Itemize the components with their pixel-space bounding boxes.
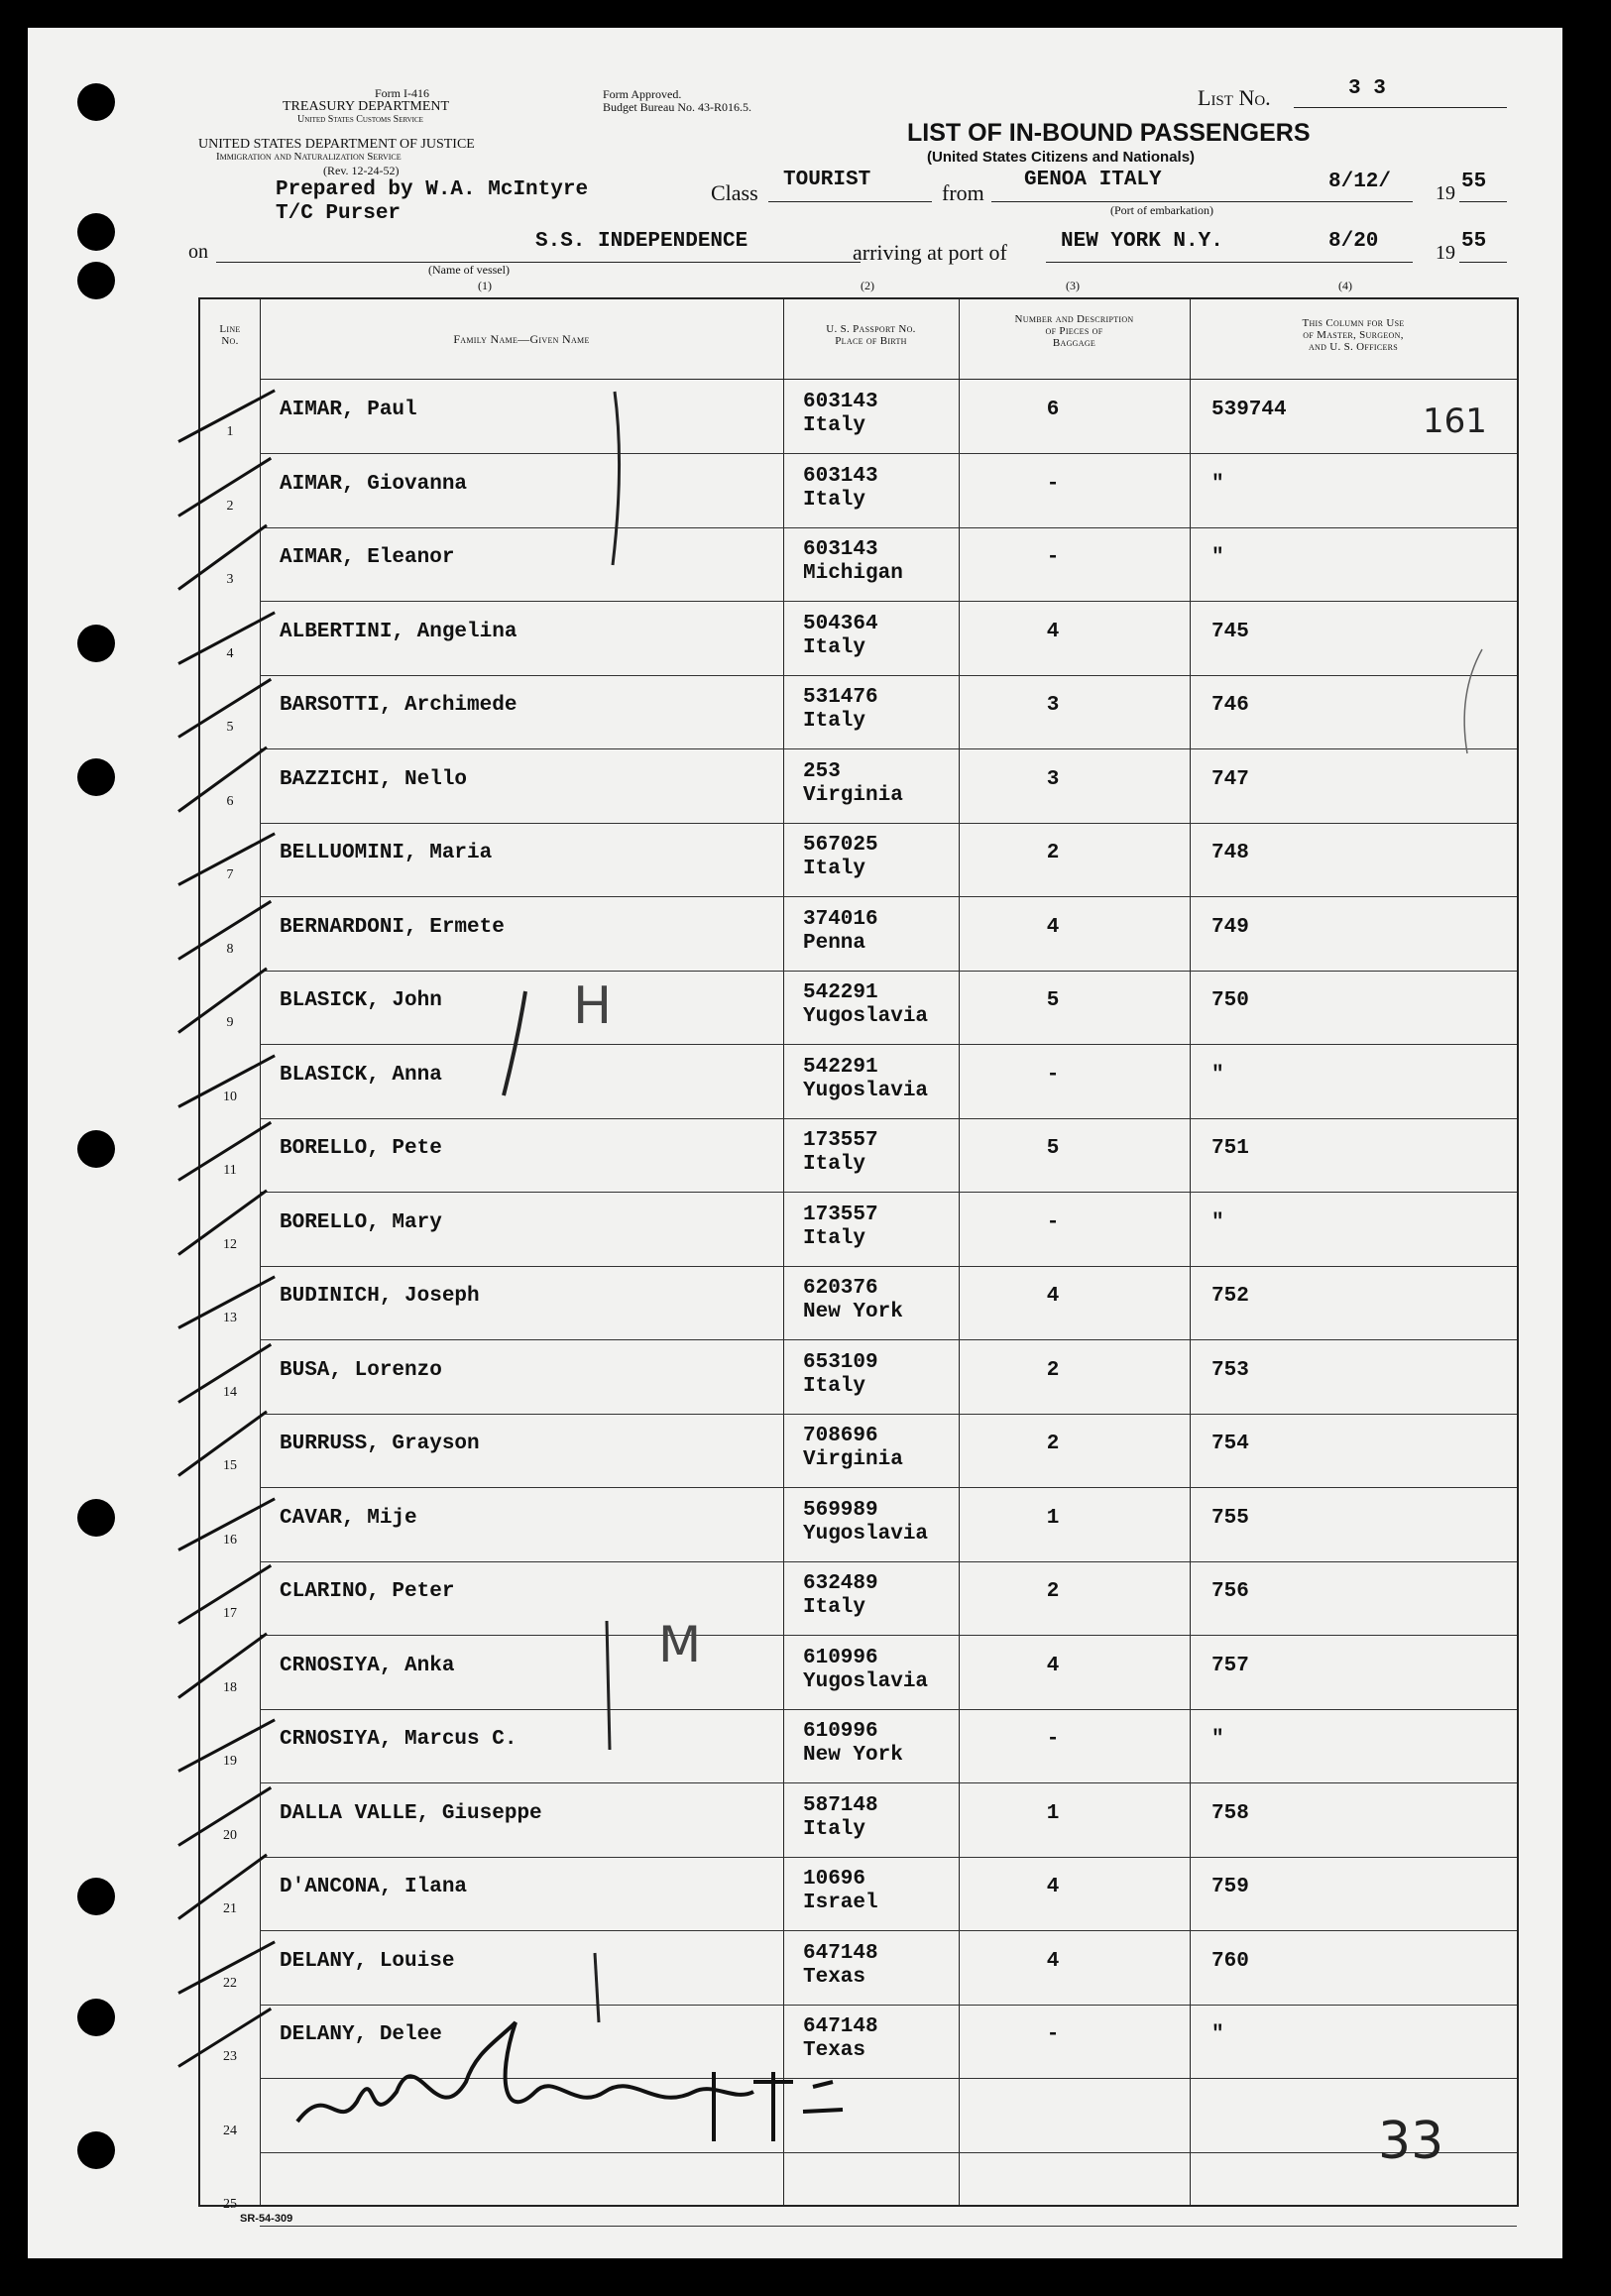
passenger-table xyxy=(198,297,1519,2212)
baggage-count: 3 xyxy=(1046,767,1060,791)
passenger-count: 161 xyxy=(1423,402,1487,441)
table-row xyxy=(200,1562,1517,1636)
place-of-birth: Yugoslavia xyxy=(803,1669,929,1693)
year-line-1 xyxy=(1459,201,1507,202)
place-of-birth: Italy xyxy=(803,858,866,880)
passport-number: 647148 xyxy=(803,2015,878,2038)
passenger-name: DELANY, Louise xyxy=(280,1949,455,1973)
table-row xyxy=(200,603,1517,676)
line-number: 9 xyxy=(226,1015,234,1030)
passport-cell xyxy=(803,613,878,660)
form-title: LIST OF IN-BOUND PASSENGERS xyxy=(907,119,1311,147)
class-line xyxy=(768,201,932,202)
officer-entry: " xyxy=(1211,1063,1224,1087)
table-row xyxy=(200,1858,1517,1931)
passport-cell xyxy=(803,1277,903,1324)
passport-cell xyxy=(803,1351,878,1399)
line-number: 15 xyxy=(223,1458,237,1473)
officer-entry: 539744 xyxy=(1211,399,1287,421)
officer-entry: " xyxy=(1211,2023,1224,2046)
departure-year: 55 xyxy=(1461,171,1487,193)
officer-entry: " xyxy=(1211,472,1224,496)
row-rule xyxy=(260,2226,1517,2227)
header-name: Family Name—Given Name xyxy=(453,332,590,346)
line-number: 17 xyxy=(223,1606,237,1621)
passenger-name: BAZZICHI, Nello xyxy=(280,767,468,791)
table-row xyxy=(200,1267,1517,1340)
purser: T/C Purser xyxy=(276,202,402,225)
place-of-birth: Italy xyxy=(803,1226,866,1250)
page-number-handwritten: 33 xyxy=(1378,2112,1444,2171)
baggage-count: - xyxy=(1046,472,1060,496)
passport-cell xyxy=(803,760,903,808)
line-number: 3 xyxy=(226,572,234,587)
passport-number: 504364 xyxy=(803,612,878,635)
port-embarkation-label: (Port of embarkation) xyxy=(1110,203,1213,217)
passport-cell xyxy=(803,1572,878,1620)
place-of-birth: Yugoslavia xyxy=(803,1079,929,1102)
passport-number: 569989 xyxy=(803,1498,878,1522)
passenger-name: AIMAR, Giovanna xyxy=(280,472,468,496)
table-row xyxy=(200,455,1517,528)
place-of-birth: Italy xyxy=(803,414,866,437)
budget-bureau: Budget Bureau No. 43-R016.5. xyxy=(603,100,751,114)
passenger-name: CRNOSIYA, Marcus C. xyxy=(280,1728,518,1751)
passport-number: 610996 xyxy=(803,1720,878,1743)
place-of-birth: Texas xyxy=(803,1965,866,1989)
handwritten-mark-m: M xyxy=(658,1616,702,1673)
column-number-3: (3) xyxy=(1066,279,1080,292)
baggage-count: 3 xyxy=(1046,694,1060,717)
place-of-birth: New York xyxy=(803,1301,903,1323)
baggage-count: 4 xyxy=(1046,620,1060,643)
from-line xyxy=(991,201,1413,202)
passport-number: 632489 xyxy=(803,1572,878,1595)
line-number: 14 xyxy=(223,1384,237,1400)
punch-hole xyxy=(77,625,115,662)
baggage-count: 5 xyxy=(1046,989,1060,1012)
year-line-2 xyxy=(1459,262,1507,263)
baggage-count: 4 xyxy=(1046,915,1060,939)
passport-cell xyxy=(803,686,878,734)
passport-number: 587148 xyxy=(803,1793,878,1817)
on-label: on xyxy=(188,241,208,263)
punch-hole xyxy=(77,758,115,796)
passport-cell xyxy=(803,1129,878,1177)
vessel-line xyxy=(216,262,861,263)
place-of-birth: Yugoslavia xyxy=(803,1005,929,1028)
punch-hole xyxy=(77,1878,115,1915)
passenger-name: D'ANCONA, Ilana xyxy=(280,1876,468,1898)
vessel-name: S.S. INDEPENDENCE xyxy=(535,230,748,253)
officer-entry: 754 xyxy=(1211,1433,1249,1455)
punch-hole xyxy=(77,83,115,121)
passport-cell xyxy=(803,1499,928,1547)
table-row xyxy=(200,1119,1517,1193)
table-row xyxy=(200,2006,1517,2079)
passenger-name: BELLUOMINI, Maria xyxy=(280,842,493,864)
table-row xyxy=(200,1046,1517,1119)
passport-number: 603143 xyxy=(803,538,878,561)
line-number: 11 xyxy=(223,1163,237,1178)
officer-entry: 747 xyxy=(1211,767,1249,791)
officer-entry: " xyxy=(1211,546,1224,569)
line-number: 10 xyxy=(223,1089,237,1104)
vessel-label: (Name of vessel) xyxy=(428,263,510,277)
place-of-birth: Italy xyxy=(803,488,866,512)
officer-entry: 752 xyxy=(1211,1285,1249,1308)
passenger-name: ALBERTINI, Angelina xyxy=(280,620,518,643)
line-number: 13 xyxy=(223,1311,237,1325)
table-row xyxy=(200,1194,1517,1267)
officer-entry: 756 xyxy=(1211,1580,1249,1603)
table-row xyxy=(200,824,1517,897)
table-row xyxy=(200,1637,1517,1710)
place-of-birth: Italy xyxy=(803,635,866,659)
baggage-count: - xyxy=(1046,1728,1060,1751)
passport-number: 531476 xyxy=(803,686,878,709)
line-number: 5 xyxy=(226,720,234,735)
passport-cell xyxy=(803,981,928,1029)
place-of-birth: Virginia xyxy=(803,1448,903,1471)
century-1: 19 xyxy=(1436,182,1455,204)
list-number-label: List No. xyxy=(1198,85,1271,110)
baggage-count: 4 xyxy=(1046,1876,1060,1898)
line-number: 12 xyxy=(223,1236,237,1252)
passenger-name: BARSOTTI, Archimede xyxy=(280,694,518,717)
form-approved: Form Approved. xyxy=(603,87,682,101)
passport-number: 567025 xyxy=(803,834,878,857)
arrival-line xyxy=(1046,262,1413,263)
column-number-1: (1) xyxy=(478,279,492,292)
passenger-name: BORELLO, Mary xyxy=(280,1210,442,1234)
prepared-by: Prepared by W.A. McIntyre xyxy=(276,178,589,201)
list-number: 3 3 xyxy=(1348,77,1386,100)
form-code: SR-54-309 xyxy=(240,2213,293,2225)
passport-cell xyxy=(803,1794,878,1842)
place-of-birth: Italy xyxy=(803,1374,866,1398)
line-number: 22 xyxy=(223,1975,237,1991)
officer-entry: 748 xyxy=(1211,842,1249,864)
place-of-birth: Italy xyxy=(803,1153,866,1176)
punch-hole xyxy=(77,1130,115,1168)
passenger-name: BLASICK, John xyxy=(280,989,442,1012)
table-row xyxy=(200,1415,1517,1488)
line-number: 2 xyxy=(226,498,234,514)
officer-entry: 758 xyxy=(1211,1801,1249,1825)
justice-department: UNITED STATES DEPARTMENT OF JUSTICE xyxy=(198,137,475,152)
table-row xyxy=(200,528,1517,602)
header-passport: U. S. Passport No. Place of Birth xyxy=(826,323,916,347)
passport-number: 620376 xyxy=(803,1277,878,1300)
baggage-count: 4 xyxy=(1046,1654,1060,1677)
passport-cell xyxy=(803,1868,878,1915)
punch-hole xyxy=(77,1499,115,1537)
line-number: 6 xyxy=(226,793,234,809)
passport-number: 603143 xyxy=(803,391,878,413)
baggage-count: - xyxy=(1046,1210,1060,1234)
passport-number: 603143 xyxy=(803,464,878,488)
column-number-2: (2) xyxy=(861,279,874,292)
baggage-count: 4 xyxy=(1046,1285,1060,1308)
punch-hole xyxy=(77,262,115,299)
punch-hole xyxy=(77,1999,115,2036)
passport-cell xyxy=(803,1942,878,1990)
passenger-name: CRNOSIYA, Anka xyxy=(280,1654,455,1677)
customs-service: United States Customs Service xyxy=(297,114,423,125)
line-number: 18 xyxy=(223,1679,237,1695)
line-number: 16 xyxy=(223,1532,237,1548)
baggage-count: 1 xyxy=(1046,1801,1060,1825)
passport-cell xyxy=(803,538,903,586)
officer-entry: 759 xyxy=(1211,1876,1249,1898)
passport-number: 542291 xyxy=(803,981,878,1004)
passport-number: 173557 xyxy=(803,1203,878,1226)
officer-entry: 753 xyxy=(1211,1358,1249,1382)
table-row xyxy=(200,750,1517,824)
department: TREASURY DEPARTMENT xyxy=(283,99,450,114)
officer-entry: 745 xyxy=(1211,620,1249,643)
passport-cell xyxy=(803,1056,928,1103)
passenger-name: BLASICK, Anna xyxy=(280,1063,442,1087)
header-line-no: Line No. xyxy=(219,323,241,347)
table-row xyxy=(200,381,1517,454)
table-row xyxy=(200,1489,1517,1562)
line-number: 8 xyxy=(226,941,234,957)
passport-number: 173557 xyxy=(803,1129,878,1152)
class-value: TOURIST xyxy=(783,169,871,191)
list-number-line xyxy=(1294,107,1507,108)
revision-date: (Rev. 12-24-52) xyxy=(323,164,400,177)
officer-entry: 755 xyxy=(1211,1506,1249,1530)
officer-entry: 751 xyxy=(1211,1137,1249,1160)
passenger-name: DELANY, Delee xyxy=(280,2023,442,2046)
officer-entry: 749 xyxy=(1211,915,1249,939)
baggage-count: - xyxy=(1046,1063,1060,1087)
punch-hole xyxy=(77,2131,115,2169)
passenger-name: CAVAR, Mije xyxy=(280,1506,417,1530)
century-2: 19 xyxy=(1436,242,1455,264)
passport-number: 610996 xyxy=(803,1646,878,1669)
passenger-name: BURRUSS, Grayson xyxy=(280,1433,480,1455)
table-row xyxy=(200,898,1517,972)
table-row xyxy=(200,2153,1517,2227)
baggage-count: 4 xyxy=(1046,1949,1060,1973)
place-of-birth: Yugoslavia xyxy=(803,1522,929,1546)
place-of-birth: Michigan xyxy=(803,562,903,585)
passport-number: 708696 xyxy=(803,1425,878,1447)
place-of-birth: Israel xyxy=(803,1892,878,1914)
table-row xyxy=(200,1341,1517,1415)
officer-entry: 757 xyxy=(1211,1654,1249,1677)
line-number: 23 xyxy=(223,2049,237,2064)
place-of-birth: Italy xyxy=(803,710,866,733)
header-officers: This Column for Use of Master, Surgeon, and U. S. Officers xyxy=(1302,317,1405,353)
baggage-count: - xyxy=(1046,546,1060,569)
immigration-service: Immigration and Naturalization Service xyxy=(216,151,402,163)
class-label: Class xyxy=(711,180,758,205)
passenger-name: BERNARDONI, Ermete xyxy=(280,915,505,939)
passport-cell xyxy=(803,2015,878,2063)
arrival-year: 55 xyxy=(1461,230,1487,253)
baggage-count: 2 xyxy=(1046,1358,1060,1382)
place-of-birth: Italy xyxy=(803,1817,866,1841)
table-row xyxy=(200,972,1517,1045)
passenger-name: AIMAR, Paul xyxy=(280,399,417,421)
line-number: 7 xyxy=(226,867,234,882)
passenger-name: CLARINO, Peter xyxy=(280,1580,455,1603)
officer-entry: " xyxy=(1211,1728,1224,1751)
passport-number: 542291 xyxy=(803,1055,878,1079)
baggage-count: 6 xyxy=(1046,399,1060,421)
line-number: 20 xyxy=(223,1827,237,1843)
punch-hole xyxy=(77,213,115,251)
passenger-name: BUSA, Lorenzo xyxy=(280,1358,442,1382)
passport-cell xyxy=(803,908,878,956)
arrival-port: NEW YORK N.Y. xyxy=(1061,230,1223,253)
baggage-count: 2 xyxy=(1046,1433,1060,1455)
line-number: 21 xyxy=(223,1901,237,1916)
line-number: 25 xyxy=(223,2197,237,2212)
table-row xyxy=(200,1784,1517,1858)
departure-date: 8/12/ xyxy=(1328,171,1392,193)
officer-entry: " xyxy=(1211,1210,1224,1234)
line-number: 1 xyxy=(226,424,234,439)
officer-entry: 746 xyxy=(1211,694,1249,717)
line-number: 4 xyxy=(226,645,234,661)
header-separator xyxy=(260,379,1517,380)
place-of-birth: Italy xyxy=(803,1596,866,1619)
passport-cell xyxy=(803,1720,903,1768)
passport-number: 647148 xyxy=(803,1941,878,1965)
passport-number: 253 xyxy=(803,759,841,783)
place-of-birth: Texas xyxy=(803,2039,866,2062)
table-row xyxy=(200,676,1517,749)
passenger-name: BORELLO, Pete xyxy=(280,1137,442,1160)
baggage-count: 2 xyxy=(1046,842,1060,864)
header-baggage: Number and Description of Pieces of Baggage xyxy=(1014,313,1134,349)
place-of-birth: Virginia xyxy=(803,783,903,807)
handwritten-mark-h: H xyxy=(573,976,613,1036)
officer-entry: 750 xyxy=(1211,989,1249,1012)
passport-cell xyxy=(803,391,878,438)
baggage-count: 5 xyxy=(1046,1137,1060,1160)
passport-number: 374016 xyxy=(803,907,878,931)
passport-cell xyxy=(803,1425,903,1472)
baggage-count: - xyxy=(1046,2023,1060,2046)
column-number-4: (4) xyxy=(1338,279,1352,292)
passport-cell xyxy=(803,465,878,513)
passenger-name: DALLA VALLE, Giuseppe xyxy=(280,1801,542,1825)
passport-number: 10696 xyxy=(803,1868,866,1891)
form-number: Form I-416 xyxy=(375,86,429,100)
baggage-count: 1 xyxy=(1046,1506,1060,1530)
arrival-date: 8/20 xyxy=(1328,230,1379,253)
line-number: 19 xyxy=(223,1754,237,1769)
line-number: 24 xyxy=(223,2123,237,2138)
passport-cell xyxy=(803,1204,878,1251)
baggage-count: 2 xyxy=(1046,1580,1060,1603)
passport-number: 653109 xyxy=(803,1350,878,1374)
table-row xyxy=(200,2080,1517,2153)
place-of-birth: New York xyxy=(803,1744,903,1767)
passenger-name: BUDINICH, Joseph xyxy=(280,1285,480,1308)
passport-cell xyxy=(803,834,878,881)
place-of-birth: Penna xyxy=(803,931,866,955)
passenger-name: AIMAR, Eleanor xyxy=(280,546,455,569)
port-of-embarkation: GENOA ITALY xyxy=(1024,169,1162,191)
table-row xyxy=(200,1710,1517,1783)
arriving-label: arriving at port of xyxy=(853,240,1007,265)
passport-cell xyxy=(803,1647,928,1694)
from-label: from xyxy=(942,180,984,205)
officer-entry: 760 xyxy=(1211,1949,1249,1973)
table-row xyxy=(200,1932,1517,2006)
form-subtitle: (United States Citizens and Nationals) xyxy=(927,149,1196,166)
